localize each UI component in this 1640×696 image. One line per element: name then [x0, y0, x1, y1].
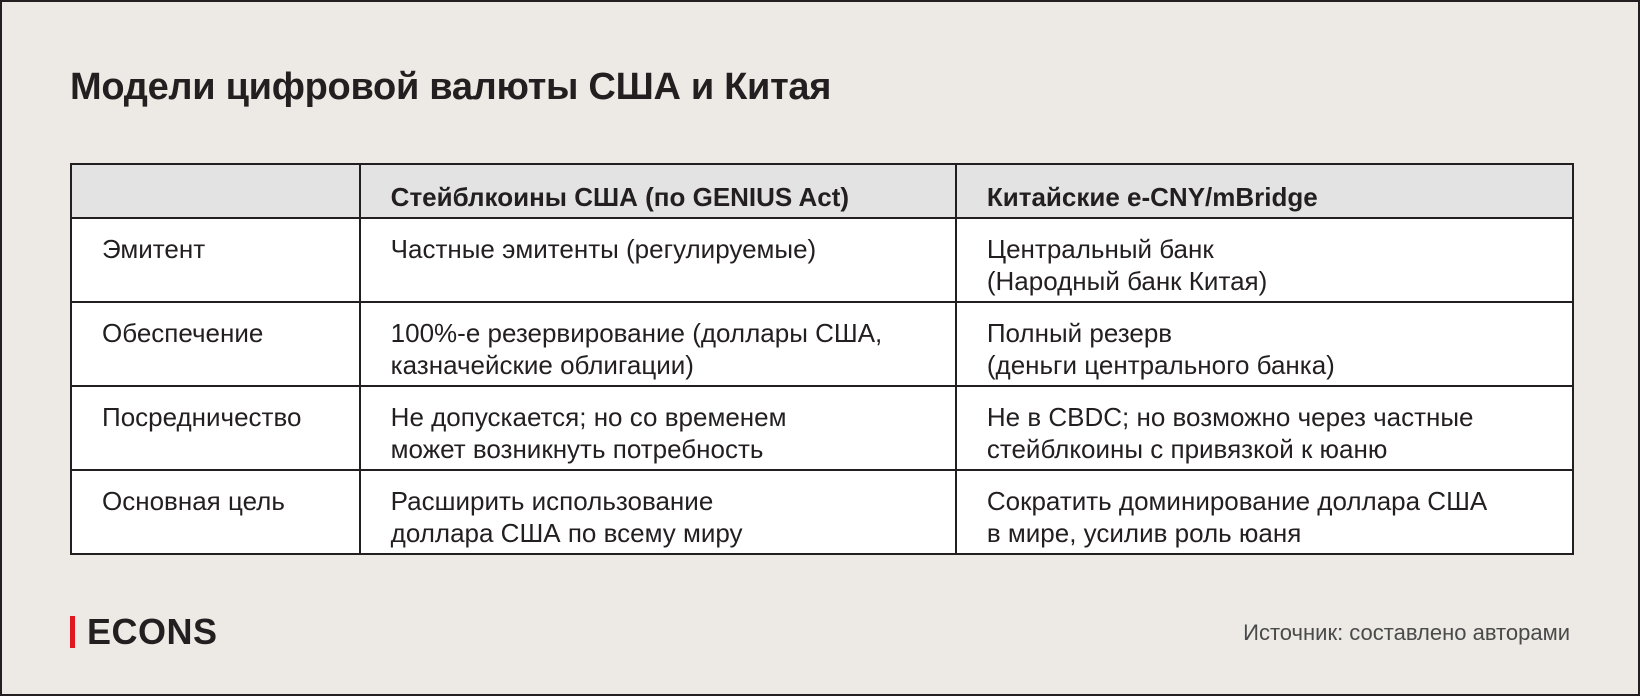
- cn-cell: [956, 470, 1573, 554]
- table-row: [71, 302, 1573, 386]
- table-row: [71, 218, 1573, 302]
- us-cell-line: Частные эмитенты (регулируемые): [390, 234, 817, 264]
- row-label: [71, 218, 360, 302]
- header-us-stablecoins: Стейблкоины США (по GENIUS Act): [360, 164, 956, 218]
- header-china-ecny: Китайские e-CNY/mBridge: [956, 164, 1573, 218]
- row-label-text: Основная цель: [102, 486, 285, 516]
- cn-cell: [956, 218, 1573, 302]
- cn-cell-line: Не в CBDC; но возможно через частные: [986, 402, 1474, 432]
- table-row: [71, 470, 1573, 554]
- row-label: [71, 386, 360, 470]
- logo-accent-bar: [70, 616, 75, 648]
- table-row: [71, 386, 1573, 470]
- row-label: [71, 470, 360, 554]
- table-header-row: [71, 164, 1573, 218]
- row-label-text: Обеспечение: [102, 318, 264, 348]
- us-cell-line: Не допускается; но со временем: [390, 402, 787, 432]
- us-cell-line: казначейские облигации): [390, 350, 694, 380]
- us-cell: [360, 218, 956, 302]
- row-label: [71, 302, 360, 386]
- cn-cell-line: (Народный банк Китая): [986, 266, 1268, 296]
- row-label-text: Эмитент: [102, 234, 206, 264]
- header-empty-cell: [71, 164, 360, 218]
- row-label-text: Посредничество: [102, 402, 302, 432]
- us-cell: [360, 302, 956, 386]
- us-cell-line: 100%-е резервирование (доллары США,: [390, 318, 883, 348]
- cn-cell-line: Сократить доминирование доллара США: [986, 486, 1488, 516]
- cn-cell-line: (деньги центрального банка): [986, 350, 1335, 380]
- page-title: Модели цифровой валюты США и Китая: [70, 66, 832, 108]
- cn-cell: [956, 302, 1573, 386]
- cn-cell-line: Центральный банк: [986, 234, 1214, 264]
- econs-logo: [70, 611, 218, 653]
- us-cell-line: может возникнуть потребность: [390, 434, 764, 464]
- source-note: Источник: составлено авторами: [1243, 620, 1570, 645]
- cn-cell-line: Полный резерв: [986, 318, 1173, 348]
- us-cell-line: доллара США по всему миру: [390, 518, 743, 548]
- cn-cell: [956, 386, 1573, 470]
- comparison-table: [70, 163, 1574, 555]
- cn-cell-line: стейблкоины с привязкой к юаню: [986, 434, 1388, 464]
- us-cell: [360, 386, 956, 470]
- us-cell-line: Расширить использование: [390, 486, 714, 516]
- us-cell: [360, 470, 956, 554]
- cn-cell-line: в мире, усилив роль юаня: [986, 518, 1302, 548]
- logo-text: ECONS: [87, 611, 218, 652]
